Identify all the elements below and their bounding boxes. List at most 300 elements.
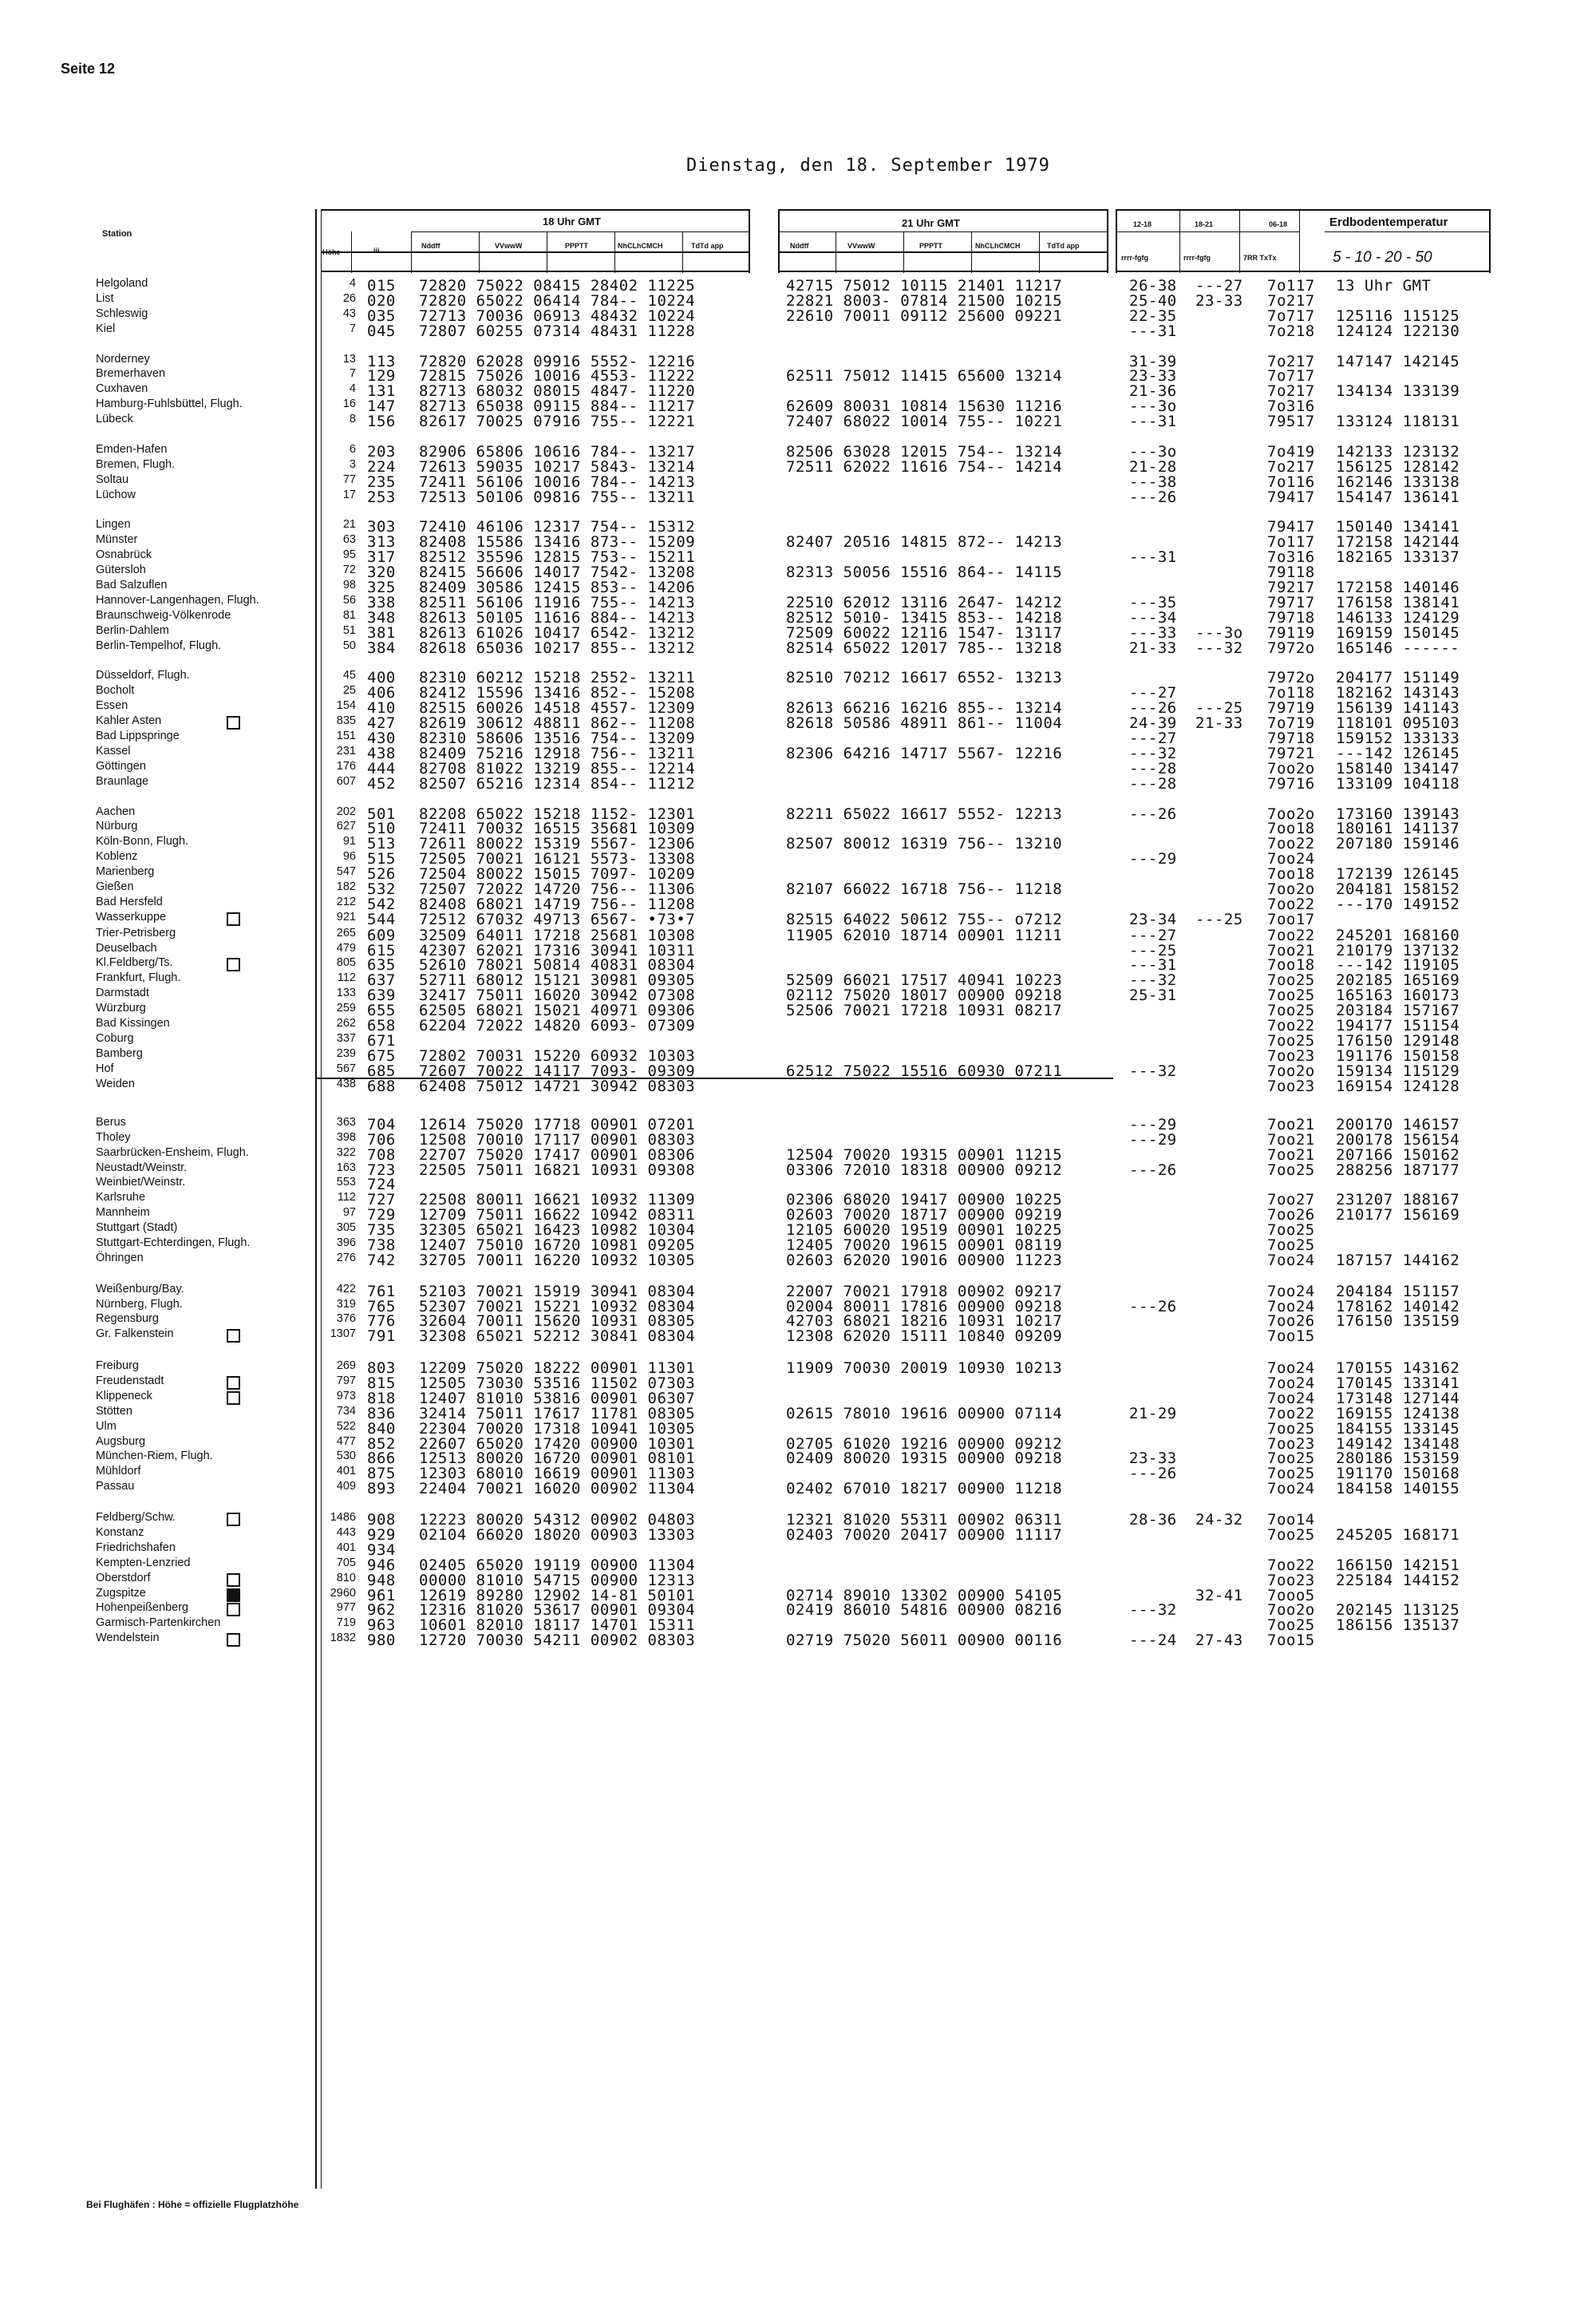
obs-18-utc: 72611 80022 15319 5567- 12306	[419, 835, 696, 852]
soil-temperature: 159152 133133	[1336, 730, 1460, 747]
range-06-18: 7o316	[1267, 398, 1315, 415]
soil-temperature: 184155 133145	[1336, 1420, 1460, 1438]
station-height: 97	[342, 1206, 356, 1219]
station-height: 607	[336, 775, 356, 788]
station-name: Bremerhaven	[96, 367, 166, 380]
range-06-18: 7oo25	[1267, 1161, 1315, 1179]
soil-temperature: 182165 133137	[1336, 548, 1460, 566]
obs-21-utc: 42703 68021 18216 10931 10217	[786, 1312, 1063, 1330]
soil-temperature: 169154 124128	[1336, 1078, 1460, 1095]
station-number: 742	[367, 1252, 396, 1269]
obs-18-utc: 82310 60212 15218 2552- 13211	[419, 669, 696, 686]
station-height: 91	[342, 835, 356, 848]
range-12-18: ---32	[1129, 1601, 1177, 1619]
range-06-18: 7oo24	[1267, 1252, 1315, 1269]
range-12-18: ---27	[1129, 684, 1177, 702]
range-12-18: ---28	[1129, 760, 1177, 777]
station-name: Soltau	[96, 473, 129, 486]
station-name: Weißenburg/Bay.	[96, 1283, 184, 1295]
station-name: Gr. Falkenstein	[96, 1327, 319, 1340]
range-12-18: ---28	[1129, 775, 1177, 793]
station-number: 908	[367, 1511, 396, 1529]
obs-18-utc: 12614 75020 17718 00901 07201	[419, 1116, 696, 1133]
station-name: Köln-Bonn, Flugh.	[96, 835, 189, 848]
range-12-18-header: 12-18	[1133, 220, 1152, 228]
station-number: 929	[367, 1526, 396, 1544]
station-name: Coburg	[96, 1032, 134, 1045]
square-icon	[227, 716, 240, 730]
table-divider	[1107, 209, 1108, 273]
station-height: 265	[336, 927, 356, 939]
range-06-18: 7oo25	[1267, 1420, 1315, 1438]
obs-21-utc: 11905 62010 18714 00901 11211	[786, 927, 1063, 944]
range-12-18: 26-38	[1129, 277, 1177, 295]
obs-18-utc: 82713 65038 09115 884-- 11217	[419, 398, 696, 415]
station-number: 452	[367, 775, 396, 793]
station-name: Hannover-Langenhagen, Flugh.	[96, 594, 259, 607]
station-name: Regensburg	[96, 1312, 159, 1325]
station-name: Ulm	[96, 1420, 117, 1433]
station-height: 422	[336, 1283, 356, 1295]
station-name: Marienberg	[96, 865, 155, 878]
obs-18-utc: 62408 75012 14721 30942 08303	[419, 1078, 696, 1095]
range-12-18: ---29	[1129, 1131, 1177, 1149]
station-height: 705	[336, 1556, 356, 1569]
range-06-18: 79118	[1267, 564, 1315, 581]
station-number: 704	[367, 1116, 396, 1133]
range-06-18: 7oo2o	[1267, 805, 1315, 823]
obs-18-utc: 00000 81010 54715 00900 12313	[419, 1572, 696, 1589]
range-06-18: 7o717	[1267, 367, 1315, 385]
obs-21-utc: 02402 67010 18217 00900 11218	[786, 1480, 1063, 1497]
station-name: Klippeneck	[96, 1390, 319, 1402]
station-height: 21	[342, 518, 356, 531]
soil-temperature: 210179 137132	[1336, 942, 1460, 959]
station-number: 934	[367, 1541, 396, 1559]
range-06-18: 7oo25	[1267, 1002, 1315, 1019]
obs-18-utc: 32308 65021 52212 30841 08304	[419, 1327, 696, 1345]
soil-temperature: 172158 140146	[1336, 579, 1460, 596]
range-06-18: 7o218	[1267, 322, 1315, 340]
station-name: Saarbrücken-Ensheim, Flugh.	[96, 1146, 249, 1159]
obs-18-utc: 82412 15596 13416 852-- 15208	[419, 684, 696, 702]
range-12-18: 21-36	[1129, 382, 1177, 400]
station-height: 973	[336, 1390, 356, 1402]
soil-temperature: ---142 126145	[1336, 745, 1460, 762]
soil-temperature: 156125 128142	[1336, 458, 1460, 476]
obs-18-utc: 12407 81010 53816 00901 06307	[419, 1390, 696, 1407]
c21-header-1: VVwwW	[847, 242, 875, 250]
sub-06-18-header: 7RR TxTx	[1243, 254, 1277, 262]
station-height: 231	[336, 745, 356, 757]
table-divider	[749, 209, 750, 273]
station-name: Schleswig	[96, 307, 148, 320]
obs-18-utc: 82713 68032 08015 4847- 11220	[419, 382, 696, 400]
sub-12-18-header: rrrr-fgfg	[1121, 254, 1148, 262]
station-name: Lübeck	[96, 413, 133, 425]
table-divider	[322, 271, 749, 272]
obs-18-utc: 52610 78021 50814 40831 08304	[419, 956, 696, 974]
station-name: Neustadt/Weinstr.	[96, 1161, 188, 1174]
station-number: 815	[367, 1374, 396, 1392]
page-number: Seite 12	[61, 61, 116, 77]
station-number: 688	[367, 1078, 396, 1095]
station-name: Freiburg	[96, 1359, 139, 1372]
obs-18-utc: 72820 65022 06414 784-- 10224	[419, 292, 696, 310]
station-height: 112	[337, 971, 356, 984]
soil-temperature: 118101 095103	[1336, 714, 1460, 732]
table-divider	[411, 231, 412, 273]
range-06-18: 7oo17	[1267, 911, 1315, 928]
obs-18-utc: 72410 46106 12317 754-- 15312	[419, 518, 696, 536]
station-height: 51	[342, 624, 356, 637]
range-12-18: ---31	[1129, 548, 1177, 566]
obs-18-utc: 62505 68021 15021 40971 09306	[419, 1002, 696, 1019]
obs-21-utc: 11909 70030 20019 10930 10213	[786, 1359, 1063, 1377]
soil-temperature: 169155 124138	[1336, 1405, 1460, 1422]
range-06-18: 7oo24	[1267, 1359, 1315, 1377]
station-number: 818	[367, 1390, 396, 1407]
iii-column-header: iii	[373, 247, 380, 255]
obs-18-utc: 72411 56106 10016 784-- 14213	[419, 473, 696, 491]
obs-21-utc: 22007 70021 17918 00902 09217	[786, 1283, 1063, 1300]
station-name: Stötten	[96, 1405, 132, 1418]
obs-18-utc: 82409 75216 12918 756-- 13211	[419, 745, 696, 762]
soil-temperature: 176150 129148	[1336, 1032, 1460, 1050]
range-06-18: 7o217	[1267, 382, 1315, 400]
station-height: 305	[336, 1221, 356, 1234]
c18-header-4: TdTd app	[691, 242, 724, 250]
range-12-18: ---32	[1129, 745, 1177, 762]
square-icon	[227, 1573, 240, 1587]
station-name: Düsseldorf, Flugh.	[96, 669, 190, 682]
station-number: 729	[367, 1206, 396, 1224]
station-height: 719	[336, 1616, 356, 1629]
station-name: Koblenz	[96, 850, 138, 863]
range-06-18: 7oo25	[1267, 1465, 1315, 1482]
obs-21-utc: 02603 70020 18717 00900 09219	[786, 1206, 1063, 1224]
obs-21-utc: 82107 66022 16718 756-- 11218	[786, 880, 1063, 898]
station-number: 427	[367, 714, 396, 732]
range-12-18: ---26	[1129, 1465, 1177, 1482]
obs-18-utc: 32305 65021 16423 10982 10304	[419, 1221, 696, 1239]
c18-header-3: NhCLhCMCH	[618, 242, 663, 250]
station-height: 797	[336, 1374, 356, 1387]
station-height: 3	[349, 458, 356, 471]
station-number: 727	[367, 1191, 396, 1208]
station-number: 963	[367, 1616, 396, 1634]
obs-21-utc: 62511 75012 11415 65600 13214	[786, 367, 1063, 385]
station-number: 020	[367, 292, 396, 310]
range-12-18: 24-39	[1129, 714, 1177, 732]
station-name: Bad Lippspringe	[96, 730, 180, 742]
obs-18-utc: 82409 30586 12415 853-- 14206	[419, 579, 696, 596]
soil-temperature: 202185 165169	[1336, 971, 1460, 989]
station-number: 980	[367, 1632, 396, 1649]
range-12-18: 21-28	[1129, 458, 1177, 476]
station-height: 17	[342, 488, 356, 501]
table-divider	[614, 231, 615, 273]
table-divider	[1116, 271, 1491, 272]
range-06-18: 7972o	[1267, 669, 1315, 686]
range-12-18: 21-33	[1129, 639, 1177, 657]
soil-temperature: 231207 188167	[1336, 1191, 1460, 1208]
soil-temperature: 245201 168160	[1336, 927, 1460, 944]
range-06-18: 7oo25	[1267, 1616, 1315, 1634]
obs-21-utc: 82613 66216 16216 855-- 13214	[786, 699, 1063, 717]
obs-21-utc: 82507 80012 16319 756-- 13210	[786, 835, 1063, 852]
soil-temperature: 156139 141143	[1336, 699, 1460, 717]
station-height: 319	[336, 1298, 356, 1311]
station-height: 202	[336, 805, 356, 818]
obs-18-utc: 82408 68021 14719 756-- 11208	[419, 896, 696, 913]
obs-21-utc: 82407 20516 14815 872-- 14213	[786, 533, 1063, 551]
station-name: Emden-Hafen	[96, 443, 168, 456]
obs-18-utc: 32705 70011 16220 10932 10305	[419, 1252, 696, 1269]
range-12-18: ---26	[1129, 488, 1177, 506]
station-name: Wasserkuppe	[96, 911, 319, 924]
range-06-18: 7o117	[1267, 277, 1315, 295]
filled-square-icon	[227, 1588, 240, 1602]
station-name: Frankfurt, Flugh.	[96, 971, 181, 984]
soil-temperature: 142133 123132	[1336, 443, 1460, 461]
obs-18-utc: 12505 73030 53516 11502 07303	[419, 1374, 696, 1392]
soil-temperature: 173148 127144	[1336, 1390, 1460, 1407]
range-12-18: ---27	[1129, 730, 1177, 747]
c18-header-1: VVwwW	[495, 242, 523, 250]
obs-21-utc: 12105 60020 19519 00901 10225	[786, 1221, 1063, 1239]
obs-21-utc: 72511 62022 11616 754-- 14214	[786, 458, 1063, 476]
square-icon	[227, 1633, 240, 1647]
soil-temperature: ---170 149152	[1336, 896, 1460, 913]
obs-21-utc: 02306 68020 19417 00900 10225	[786, 1191, 1063, 1208]
station-name: Berlin-Tempelhof, Flugh.	[96, 639, 222, 652]
obs-21-utc: 62609 80031 10814 15630 11216	[786, 398, 1063, 415]
station-height: 6	[349, 443, 356, 456]
range-12-18: ---26	[1129, 699, 1177, 717]
station-height: 2960	[330, 1587, 356, 1600]
soil-temperature: 203184 157167	[1336, 1002, 1460, 1019]
station-height: 212	[336, 896, 356, 908]
range-06-18: 7ooo5	[1267, 1587, 1315, 1604]
range-06-18: 7oo15	[1267, 1327, 1315, 1345]
soil-temperature: 180161 141137	[1336, 820, 1460, 837]
obs-21-utc: 82512 5010- 13415 853-- 14218	[786, 609, 1063, 627]
station-height: 401	[336, 1465, 356, 1477]
range-06-18: 7oo23	[1267, 1078, 1315, 1095]
station-name: Bamberg	[96, 1047, 143, 1060]
obs-21-utc: 12308 62020 15111 10840 09209	[786, 1327, 1063, 1345]
range-06-18: 7o217	[1267, 353, 1315, 370]
station-height: 479	[336, 942, 356, 955]
range-06-18: 7oo23	[1267, 1572, 1315, 1589]
soil-temperature: 191176 150158	[1336, 1047, 1460, 1065]
station-name: List	[96, 292, 114, 305]
obs-21-utc: 72407 68022 10014 755-- 10221	[786, 413, 1063, 430]
range-18-21: 21-33	[1195, 714, 1243, 732]
range-18-21: ---32	[1195, 639, 1243, 657]
group-18-header: 18 Uhr GMT	[543, 216, 601, 227]
obs-18-utc: 52711 68012 15121 30981 09305	[419, 971, 696, 989]
soil-temperature: 150140 134141	[1336, 518, 1460, 536]
obs-18-utc: 22404 70021 16020 00902 11304	[419, 1480, 696, 1497]
station-name: Kassel	[96, 745, 131, 757]
square-icon	[227, 958, 240, 971]
obs-18-utc: 12709 75011 16622 10942 08311	[419, 1206, 696, 1224]
obs-18-utc: 32604 70011 15620 10931 08305	[419, 1312, 696, 1330]
obs-18-utc: 62204 72022 14820 6093- 07309	[419, 1017, 696, 1034]
range-06-18: 7oo27	[1267, 1191, 1315, 1208]
soil-temperature: 149142 134148	[1336, 1435, 1460, 1453]
station-name: Nürnberg, Flugh.	[96, 1298, 183, 1311]
range-06-18: 7oo25	[1267, 1236, 1315, 1254]
range-06-18-header: 06-18	[1269, 220, 1288, 228]
station-name: Mannheim	[96, 1206, 150, 1219]
obs-18-utc: 82507 65216 12314 854-- 11212	[419, 775, 696, 793]
range-12-18: ---33	[1129, 624, 1177, 642]
obs-18-utc: 02405 65020 19119 00900 11304	[419, 1556, 696, 1574]
obs-18-utc: 82512 35596 12815 753-- 15211	[419, 548, 696, 566]
station-name: Münster	[96, 533, 138, 546]
station-height: 567	[336, 1062, 356, 1075]
station-height: 262	[336, 1017, 356, 1030]
soil-temperature: 165163 160173	[1336, 987, 1460, 1004]
obs-21-utc: 82618 50586 48911 861-- 11004	[786, 714, 1063, 732]
station-height: 63	[342, 533, 356, 546]
station-height: 7	[349, 322, 356, 335]
obs-21-utc: 82211 65022 16617 5552- 12213	[786, 805, 1063, 823]
range-06-18: 7oo26	[1267, 1312, 1315, 1330]
footnote: Bei Flughäfen : Höhe = offizielle Flugplatzhöhe	[86, 2199, 299, 2210]
table-divider	[1489, 209, 1491, 273]
station-name: Bad Salzuflen	[96, 579, 168, 591]
range-06-18: 7972o	[1267, 639, 1315, 657]
obs-18-utc: 22505 75011 16821 10931 09308	[419, 1161, 696, 1179]
station-number: 381	[367, 624, 396, 642]
square-icon	[227, 1329, 240, 1343]
table-divider	[778, 271, 1107, 272]
station-name: Bremen, Flugh.	[96, 458, 176, 471]
station-number: 635	[367, 956, 396, 974]
range-12-18: ---26	[1129, 1161, 1177, 1179]
station-name: Helgoland	[96, 277, 148, 290]
station-number: 303	[367, 518, 396, 536]
station-number: 129	[367, 367, 396, 385]
table-divider	[1116, 209, 1117, 273]
station-name: Hohenpeißenberg	[96, 1601, 319, 1614]
range-06-18: 7oo25	[1267, 971, 1315, 989]
station-number: 035	[367, 307, 396, 325]
station-number: 893	[367, 1480, 396, 1497]
obs-21-utc: 12405 70020 19615 00901 08119	[786, 1236, 1063, 1254]
station-name: Freudenstadt	[96, 1374, 319, 1387]
range-06-18: 7oo18	[1267, 865, 1315, 883]
range-18-21: 23-33	[1195, 292, 1243, 310]
obs-18-utc: 32509 64011 17218 25681 10308	[419, 927, 696, 944]
soil-temperature: 280186 153159	[1336, 1450, 1460, 1467]
station-name: Zugspitze	[96, 1587, 319, 1600]
station-height: 805	[336, 956, 356, 969]
range-06-18: 7o419	[1267, 443, 1315, 461]
table-divider	[351, 231, 352, 273]
range-12-18: ---38	[1129, 473, 1177, 491]
table-divider	[971, 231, 972, 273]
soil-temperature: 245205 168171	[1336, 1526, 1460, 1544]
obs-18-utc: 12508 70010 17117 00901 08303	[419, 1131, 696, 1149]
range-06-18: 7oo25	[1267, 1221, 1315, 1239]
range-12-18: 28-36	[1129, 1511, 1177, 1529]
obs-18-utc: 72504 80022 15015 7097- 10209	[419, 865, 696, 883]
table-divider	[479, 231, 480, 273]
station-number: 400	[367, 669, 396, 686]
obs-21-utc: 52509 66021 17517 40941 10223	[786, 971, 1063, 989]
station-name: Bad Hersfeld	[96, 896, 163, 908]
range-18-21: 24-32	[1195, 1511, 1243, 1529]
range-06-18: 7oo24	[1267, 1298, 1315, 1315]
obs-18-utc: 12720 70030 54211 00902 08303	[419, 1632, 696, 1649]
station-number: 637	[367, 971, 396, 989]
station-name: Göttingen	[96, 760, 146, 773]
station-number: 852	[367, 1435, 396, 1453]
obs-21-utc: 02004 80011 17816 00900 09218	[786, 1298, 1063, 1315]
range-12-18: ---3o	[1129, 443, 1177, 461]
range-06-18: 7oo21	[1267, 1116, 1315, 1133]
soil-temperature: 162146 133138	[1336, 473, 1460, 491]
station-height: 239	[336, 1047, 356, 1060]
obs-18-utc: 82613 61026 10417 6542- 13212	[419, 624, 696, 642]
station-number: 761	[367, 1283, 396, 1300]
station-number: 615	[367, 942, 396, 959]
range-06-18: 7oo2o	[1267, 760, 1315, 777]
station-height: 45	[342, 669, 356, 682]
obs-21-utc: 82313 50056 15516 864-- 14115	[786, 564, 1063, 581]
obs-18-utc: 32417 75011 16020 30942 07308	[419, 987, 696, 1004]
station-height: 4	[349, 277, 356, 290]
range-06-18: 7oo15	[1267, 1632, 1315, 1649]
obs-18-utc: 12513 80020 16720 00901 08101	[419, 1450, 696, 1467]
obs-21-utc: 82306 64216 14717 5567- 12216	[786, 745, 1063, 762]
c21-header-4: TdTd app	[1047, 242, 1080, 250]
station-height: 16	[342, 398, 356, 410]
station-number: 510	[367, 820, 396, 837]
obs-21-utc: 82506 63028 12015 754-- 13214	[786, 443, 1063, 461]
range-12-18: ---34	[1129, 609, 1177, 627]
obs-18-utc: 72507 72022 14720 756-- 11306	[419, 880, 696, 898]
range-06-18: 7oo24	[1267, 1480, 1315, 1497]
obs-18-utc: 72820 75022 08415 28402 11225	[419, 277, 696, 295]
range-06-18: 79517	[1267, 413, 1315, 430]
obs-21-utc: 12321 81020 55311 00902 06311	[786, 1511, 1063, 1529]
table-divider	[682, 231, 683, 273]
station-name: München-Riem, Flugh.	[96, 1450, 213, 1462]
range-06-18: 7oo22	[1267, 896, 1315, 913]
station-name: Gießen	[96, 880, 134, 893]
station-number: 532	[367, 880, 396, 898]
range-06-18: 7oo21	[1267, 942, 1315, 959]
station-name: Garmisch-Partenkirchen	[96, 1616, 221, 1629]
station-height: 921	[336, 911, 356, 924]
station-number: 765	[367, 1298, 396, 1315]
station-name: Karlsruhe	[96, 1191, 146, 1204]
station-name: Wendelstein	[96, 1632, 319, 1644]
station-height: 477	[336, 1435, 356, 1448]
range-06-18: 7oo21	[1267, 1146, 1315, 1164]
station-number: 639	[367, 987, 396, 1004]
station-height: 81	[342, 609, 356, 622]
obs-18-utc: 82511 56106 11916 755-- 14213	[419, 594, 696, 611]
obs-21-utc: 72509 60022 12116 1547- 13117	[786, 624, 1063, 642]
obs-18-utc: 22508 80011 16621 10932 11309	[419, 1191, 696, 1208]
